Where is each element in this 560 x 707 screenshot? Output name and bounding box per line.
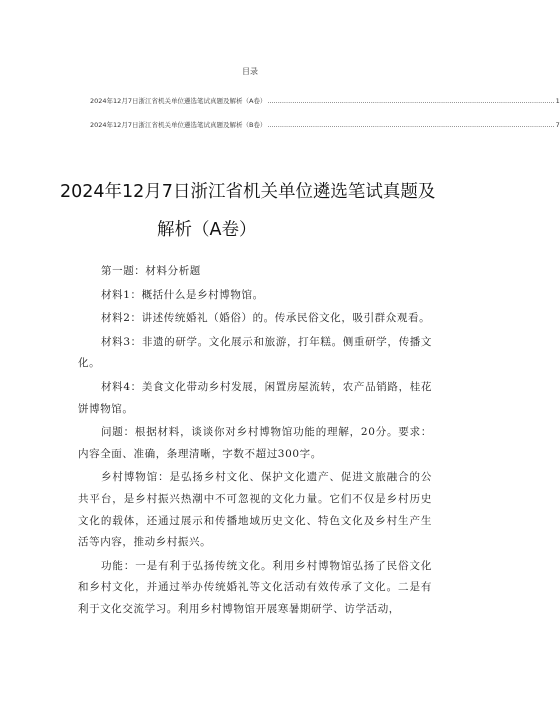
toc-title: 目录 [242, 67, 258, 76]
answer-definition: 乡村博物馆：是弘扬乡村文化、保护文化遗产、促进文旅融合的公共平台，是乡村振兴热潮中不可忽视的文化力量。它们不仅是乡村历史文化的载体，还通过展示和传播地域历史文化、特色文化及乡村生产生活等内容，推动乡村振兴。 [78, 471, 432, 549]
material-4: 材料4：美食文化带动乡村发展，闲置房屋流转，农产品销路，桂花饼博物馆。 [78, 380, 432, 415]
document-body [78, 261, 432, 621]
toc-leader-dots: ........................................................................................................................................... [267, 97, 555, 105]
document-title-line-1: 2024年12月7日浙江省机关单位遴选笔试真题及 [60, 182, 436, 202]
material-1: 材料1：概括什么是乡村博物馆。 [101, 288, 264, 301]
material-3: 材料3：非遗的研学。文化展示和旅游，打年糕。侧重研学，传播文化。 [78, 335, 432, 370]
toc-leader-dots: ........................................................................................................................................... [267, 121, 555, 129]
toc-entry-page: 1 [555, 97, 560, 105]
toc-entry-text: 2024年12月7日浙江省机关单位遴选笔试真题及解析（B卷） [90, 121, 267, 129]
document-title [60, 173, 470, 249]
question-prompt: 问题：根据材料，谈谈你对乡村博物馆功能的理解，20分。要求：内容全面、准确，条理清晰，字数不超过300字。 [78, 426, 432, 460]
question-heading: 第一题：材料分析题 [101, 265, 201, 277]
toc-entry-a[interactable] [90, 96, 560, 108]
answer-functions: 功能：一是有利于弘扬传统文化。利用乡村博物馆弘扬了民俗文化和乡村文化，并通过举办传统婚礼等文化活动有效传承了文化。二是有利于文化交流学习。利用乡村博物馆开展寒暑期研学、访学活动， [78, 559, 432, 615]
toc-entry-text: 2024年12月7日浙江省机关单位遴选笔试真题及解析（A卷） [90, 97, 267, 105]
document-title-line-2: 解析（A卷） [157, 220, 257, 240]
toc-entry-b[interactable] [90, 120, 560, 132]
material-2: 材料2：讲述传统婚礼（婚俗）的。传承民俗文化，吸引群众观看。 [101, 312, 431, 325]
toc-entry-page: 7 [555, 121, 560, 129]
